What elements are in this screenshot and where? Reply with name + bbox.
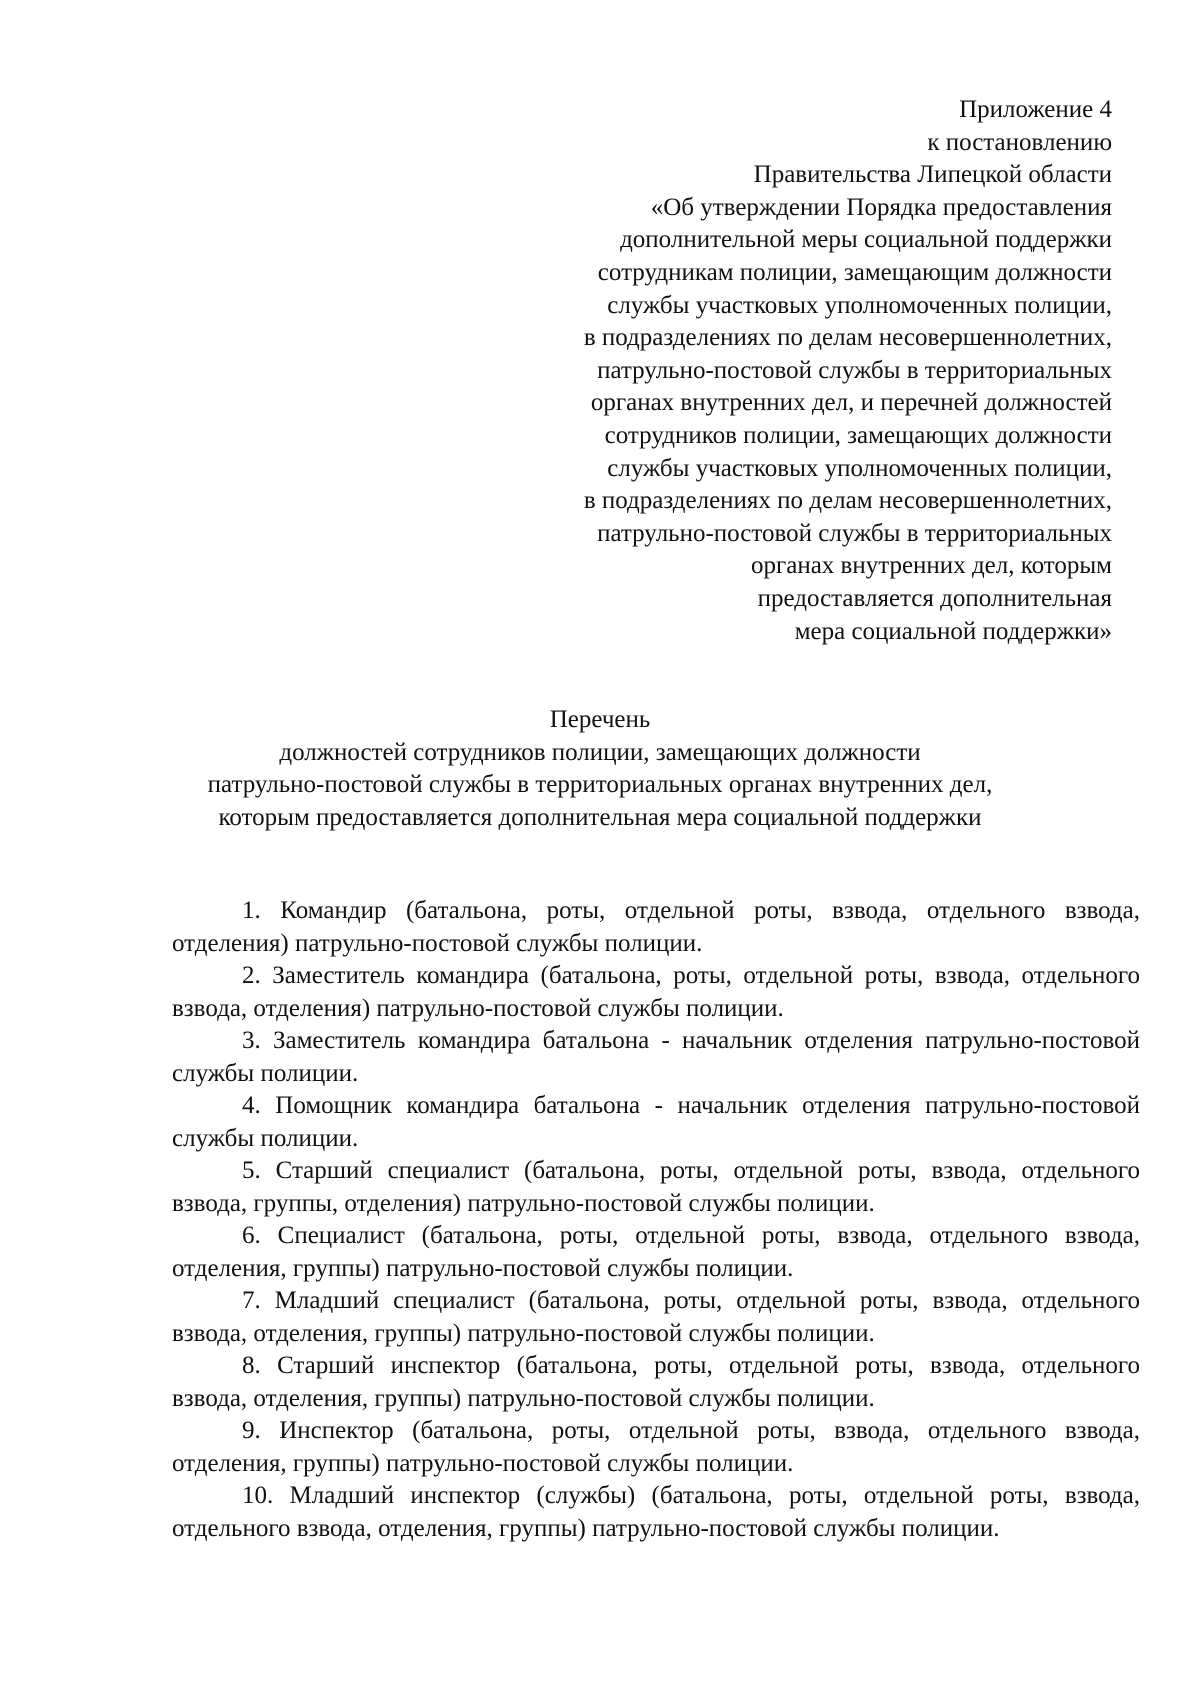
appendix-line: органах внутренних дел, и перечней должностей bbox=[590, 389, 1112, 417]
list-item: 10. Младший инспектор (службы) (батальона, роты, отдельной роты, взвода, отдельного взвода, отделения, группы) патрульно-постовой службы полиции. bbox=[172, 1482, 1140, 1542]
list-item: 3. Заместитель командира батальона - начальник отделения патрульно-постовой службы полиции. bbox=[172, 1027, 1140, 1087]
heading-line: патрульно-постовой службы в территориальных органах внутренних дел, bbox=[207, 771, 993, 798]
heading-title: Перечень bbox=[549, 706, 651, 733]
appendix-line: «Об утверждении Порядка предоставления bbox=[650, 193, 1112, 221]
appendix-line: в подразделениях по делам несовершеннолетних, bbox=[583, 324, 1112, 352]
appendix-line: мера социальной поддержки» bbox=[794, 617, 1112, 645]
appendix-line: к постановлению bbox=[927, 128, 1112, 156]
appendix-line: дополнительной меры социальной поддержки bbox=[620, 226, 1112, 254]
appendix-line: сотрудникам полиции, замещающим должности bbox=[597, 258, 1112, 286]
list-heading bbox=[150, 704, 1050, 834]
appendix-header bbox=[392, 94, 1112, 648]
list-item: 5. Старший специалист (батальона, роты, отдельной роты, взвода, отдельного взвода, группы, отделения) патрульно-постовой службы полиции. bbox=[172, 1157, 1140, 1217]
list-item: 4. Помощник командира батальона - начальник отделения патрульно-постовой службы полиции. bbox=[172, 1092, 1140, 1152]
appendix-line: Правительства Липецкой области bbox=[753, 161, 1112, 189]
heading-line: которым предоставляется дополнительная мера социальной поддержки bbox=[218, 803, 982, 831]
list-item: 7. Младший специалист (батальона, роты, отдельной роты, взвода, отдельного взвода, отделения, группы) патрульно-постовой службы полиции. bbox=[172, 1287, 1140, 1347]
appendix-line: патрульно-постовой службы в территориальных bbox=[597, 519, 1112, 547]
appendix-line: органах внутренних дел, которым bbox=[750, 552, 1112, 580]
list-item: 1. Командир (батальона, роты, отдельной роты, взвода, отдельного взвода, отделения) патрульно-постовой службы полиции. bbox=[172, 897, 1140, 957]
list-item: 6. Специалист (батальона, роты, отдельной роты, взвода, отдельного взвода, отделения, группы) патрульно-постовой службы полиции. bbox=[172, 1222, 1140, 1282]
heading-line: должностей сотрудников полиции, замещающих должности bbox=[279, 738, 921, 766]
positions-list bbox=[172, 895, 1140, 1545]
appendix-line: службы участковых уполномоченных полиции, bbox=[607, 291, 1112, 319]
list-item: 9. Инспектор (батальона, роты, отдельной роты, взвода, отдельного взвода, отделения, группы) патрульно-постовой службы полиции. bbox=[172, 1417, 1140, 1477]
appendix-line: в подразделениях по делам несовершеннолетних, bbox=[583, 487, 1112, 515]
list-item: 2. Заместитель командира (батальона, роты, отдельной роты, взвода, отдельного взвода, отделения) патрульно-постовой службы полиции. bbox=[172, 962, 1140, 1022]
list-item: 8. Старший инспектор (батальона, роты, отдельной роты, взвода, отдельного взвода, отделения, группы) патрульно-постовой службы полиции. bbox=[172, 1352, 1140, 1412]
appendix-line: патрульно-постовой службы в территориальных bbox=[597, 356, 1112, 384]
appendix-line: сотрудников полиции, замещающих должности bbox=[604, 421, 1112, 449]
appendix-line: службы участковых уполномоченных полиции, bbox=[607, 454, 1112, 482]
appendix-line: Приложение 4 bbox=[959, 96, 1112, 123]
appendix-line: предоставляется дополнительная bbox=[757, 584, 1112, 612]
